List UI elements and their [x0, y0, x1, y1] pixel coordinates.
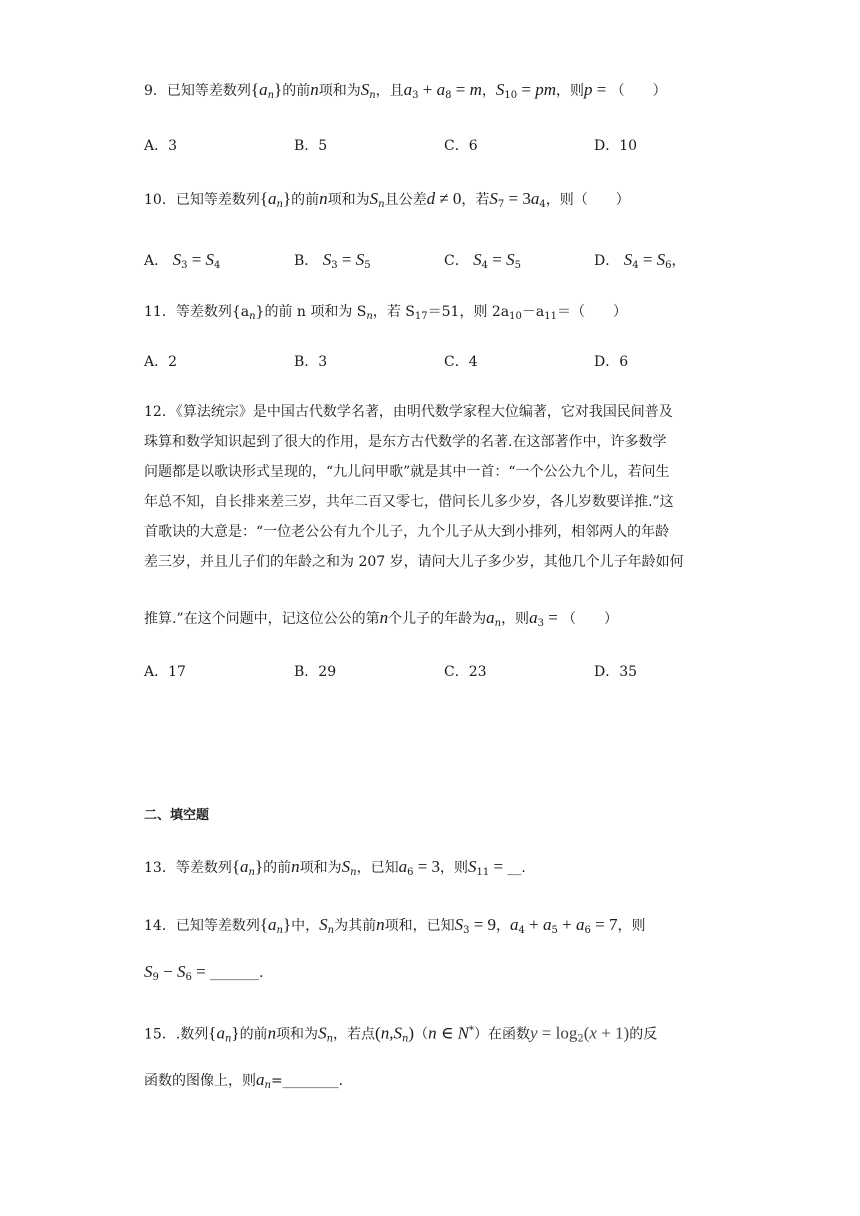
q12-options — [144, 662, 784, 682]
option-b[interactable]: B． $S_3 = S_5$ — [294, 250, 371, 271]
q12-last-line: 推算.”在这个问题中，记这位公公的第n个儿子的年龄为$a_n$，则$a_3$ = （ ） — [144, 608, 619, 629]
q10-stem: 10．已知等差数列$\{a_n\}$的前n项和为$S_n$且公差d ≠ 0，若$S_7 = 3a_4$，则（ ） — [144, 189, 630, 210]
option-a[interactable]: A． $S_3 = S_4$ — [144, 250, 221, 271]
option-b[interactable]: B．29 — [294, 664, 337, 680]
q9-options — [144, 136, 784, 156]
q12-line: 年总不知，自长排来差三岁，共年二百又零七，借问长儿多少岁，各儿岁数要详推.”这 — [144, 494, 674, 510]
option-d[interactable]: D． $S_4 = S_6$， — [594, 250, 686, 271]
option-c[interactable]: C．4 — [444, 354, 478, 370]
option-c[interactable]: C．23 — [444, 664, 487, 680]
option-c[interactable]: C． $S_4 = S_5$ — [444, 250, 522, 271]
option-a[interactable]: A．3 — [144, 138, 178, 154]
q12-line: 珠算和数学知识起到了很大的作用，是东方古代数学的名著.在这部著作中，许多数学 — [144, 434, 667, 450]
q12-line: 12．《算法统宗》是中国古代数学名著，由明代数学家程大位编著，它对我国民间普及 — [144, 404, 673, 420]
q15-line2: 函数的图像上，则$a_n=\_\_\_\_\_\_\_\_$. — [144, 1070, 344, 1091]
answer-blank[interactable]: __. — [507, 860, 526, 876]
option-d[interactable]: D．35 — [594, 664, 638, 680]
q12-line: 首歌诀的大意是：“一位老公公有九个儿子，九个儿子从大到小排列，相邻两人的年龄 — [144, 524, 670, 540]
q10-options — [144, 250, 784, 270]
q12-line: 差三岁，并且儿子们的年龄之和为 207 岁，请问大儿子多少岁，其他几个儿子年龄如何 — [144, 554, 684, 570]
section-heading: 二、填空题 — [144, 808, 210, 823]
option-b[interactable]: B．3 — [294, 354, 328, 370]
q15-stem: 15．.数列$\{a_n\}$的前n项和为$S_n$，若点$(n,S_n)(n$ ∈ N*）在函数$y = \log_2(x + 1)$的反 — [144, 1023, 658, 1045]
option-b[interactable]: B．5 — [294, 138, 328, 154]
option-d[interactable]: D．10 — [594, 138, 638, 154]
option-d[interactable]: D．6 — [594, 354, 629, 370]
q11-stem: 11．等差数列$\{a_n\}$的前 n 项和为 $S_n$，若 $S_{17}=51$，则 $2a_{10}-a_{11}=$（ ） — [144, 304, 627, 322]
option-a[interactable]: A．17 — [144, 664, 186, 680]
q14-line2: $S_9 - S_6$ = _______. — [144, 962, 264, 983]
q12-stem — [144, 397, 724, 577]
q11-options — [144, 352, 784, 372]
q14-stem: 14．已知等差数列$\{a_n\}$中，$S_n$为其前n项和，已知$S_3 = 9$，$a_4 + a_5 + a_6 = 7$，则 — [144, 915, 646, 936]
q12-line: 问题都是以歌诀形式呈现的，“九儿问甲歌”就是其中一首：“一个公公九个儿，若问生 — [144, 464, 670, 480]
option-a[interactable]: A．2 — [144, 354, 178, 370]
q13-stem: 13．等差数列$\{a_n\}$的前n项和为$S_n$，已知$a_6 = 3$，则$S_{11}$ = __. — [144, 857, 526, 878]
answer-blank[interactable]: _______. — [209, 965, 264, 981]
q9-stem: 9．已知等差数列$\{a_n\}$的前n项和为$S_n$，且$a_3 + a_8 = m$，$S_{10}$ = pm，则p = （ ） — [144, 80, 667, 101]
option-c[interactable]: C．6 — [444, 138, 478, 154]
answer-blank[interactable]: =________. — [270, 1073, 344, 1089]
